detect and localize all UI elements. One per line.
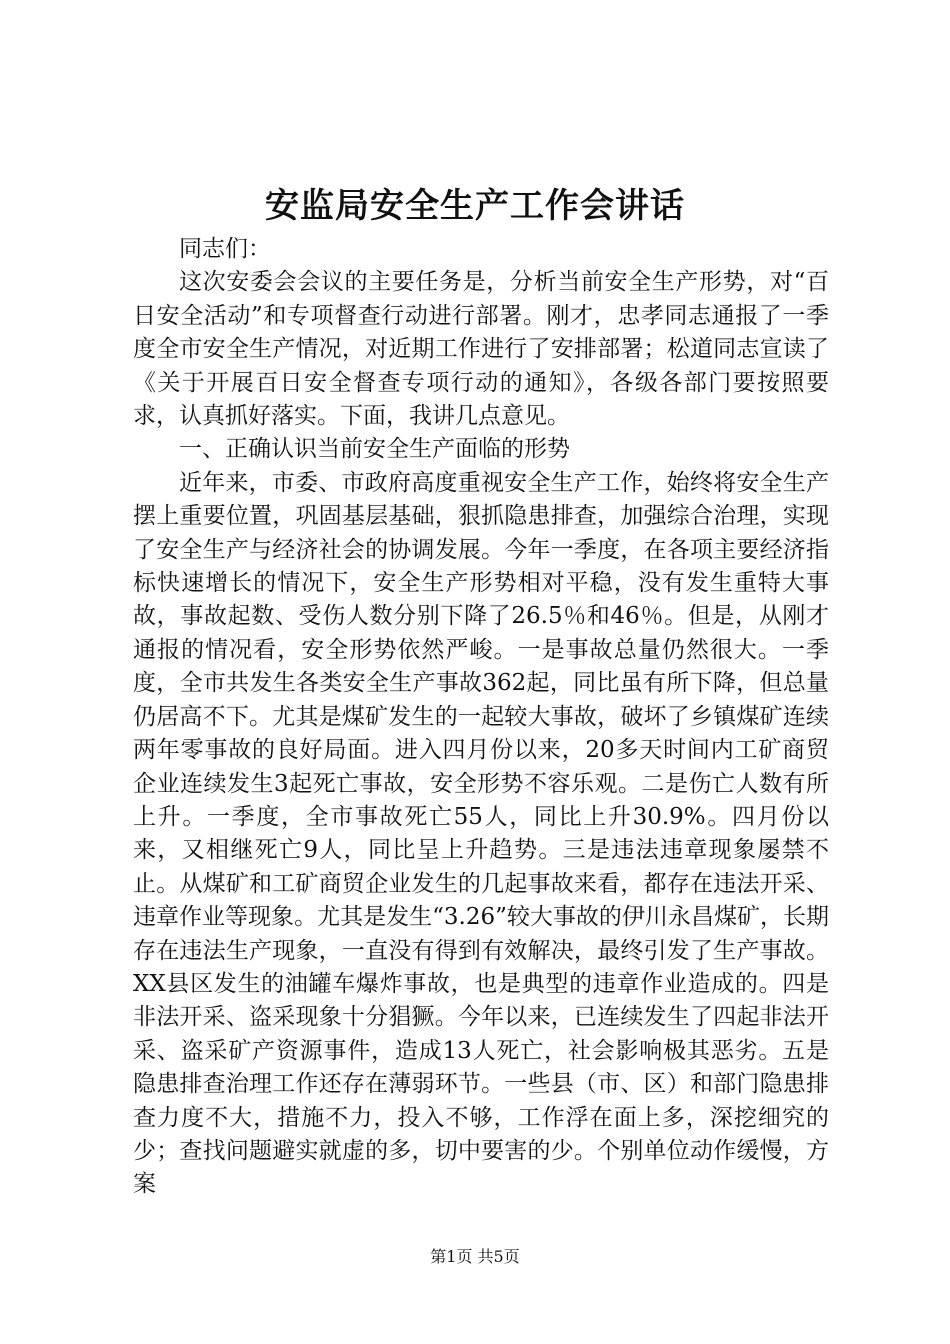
salutation-paragraph: 同志们： (179, 236, 271, 262)
section-heading: 一、正确认识当前安全生产面临的形势 (179, 436, 570, 463)
document-title: 安监局安全生产工作会讲话 (265, 186, 685, 226)
body-paragraph: 近年来，市委、市政府高度重视安全生产工作，始终将安全生产摆上重要位置，巩固基层基础，狠抓隐患排查，加强综合治理，实现了安全生产与经济社会的协调发展。今年一季度，在各项主要经济指标快速增长的情况下，安全生产形势相对平稳，没有发生重特大事故，事故起数、受伤人数分别下降了26.5％和46％。但是，从刚才通报的情况看，安全形势依然严峻。一是事故总量仍然很大。一季度，全市共发生各类安全生产事故362起，同比虽有所下降，但总量仍居高不下。尤其是煤矿发生的一起较大事故，破坏了乡镇煤矿连续两年零事故的良好局面。进入四月份以来，20多天时间内工矿商贸企业连续发生3起死亡事故，安全形势不容乐观。二是伤亡人数有所上升。一季度，全市事故死亡55人，同比上升30.9%。四月份以来，又相继死亡9人，同比呈上升趋势。三是违法违章现象屡禁不止。从煤矿和工矿商贸企业发生的几起事故来看，都存在违法开采、违章作业等现象。尤其是发生“3.26”较大事故的伊川永昌煤矿，长期存在违法生产现象，一直没有得到有效解决，最终引发了生产事故。XX县区发生的油罐车爆炸事故，也是典型的违章作业造成的。四是非法开采、盗采现象十分猖獗。今年以来，已连续发生了四起非法开采、盗采矿产资源事件，造成13人死亡，社会影响极其恶劣。五是隐患排查治理工作还存在薄弱环节。一些县（市、区）和部门隐患排查力度不大，措施不力，投入不够，工作浮在面上多，深挖细究的少；查找问题避实就虚的多，切中要害的少。个别单位动作缓慢，方案 (133, 469, 829, 1198)
page-footer: 第1页 共5页 (430, 1247, 520, 1266)
intro-paragraph: 这次安委会会议的主要任务是，分析当前安全生产形势，对“百日安全活动”和专项督查行动进行部署。刚才，忠孝同志通报了一季度全市安全生产情况，对近期工作进行了安排部署；松道同志宣读了《关于开展百日安全督查专项行动的通知》，各级各部门要按照要求，认真抓好落实。下面，我讲几点意见。 (133, 269, 829, 430)
document-body (133, 233, 829, 1202)
